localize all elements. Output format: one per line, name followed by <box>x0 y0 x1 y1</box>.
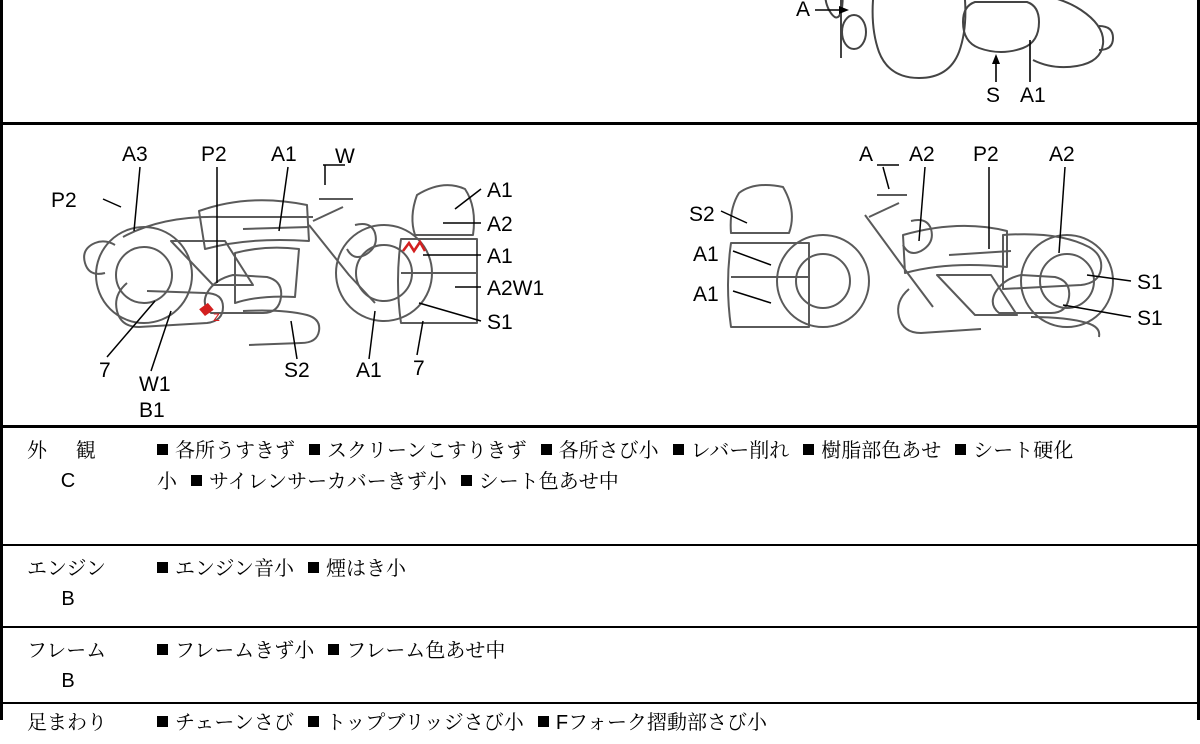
label-A3: A3 <box>122 143 148 166</box>
list-item <box>308 554 406 585</box>
row-label-engine <box>3 546 133 626</box>
list-item <box>309 436 527 467</box>
row-grade: B <box>61 670 75 692</box>
table-row-appearance <box>3 428 1197 546</box>
label-A2-right-1: A2 <box>909 143 935 166</box>
left-leader-lines <box>103 165 481 371</box>
row-items-suspension <box>133 704 1197 744</box>
bullet-square-icon <box>191 475 202 486</box>
list-item <box>157 636 314 667</box>
bullet-square-icon <box>157 444 168 455</box>
right-labels <box>689 143 1163 330</box>
list-item <box>157 436 295 467</box>
left-damage-marks <box>175 242 425 425</box>
condition-table <box>3 428 1197 744</box>
row-label-text: フレーム <box>27 640 107 662</box>
item-text: トップブリッジさび小 <box>326 712 524 734</box>
label-S1-right-a: S1 <box>1137 271 1163 294</box>
label-B1: B1 <box>139 399 165 422</box>
label-7-right: 7 <box>413 357 425 380</box>
label-W1: W1 <box>139 373 171 396</box>
right-motorcycle-drawing <box>728 185 1113 337</box>
list-item <box>461 467 619 498</box>
list-item <box>191 467 447 498</box>
label-A2-right-2: A2 <box>1049 143 1075 166</box>
item-text: 各所さび小 <box>558 440 659 462</box>
bullet-square-icon <box>309 444 320 455</box>
row-label-text: エンジン <box>27 558 106 580</box>
left-motorcycle-drawing <box>84 185 477 345</box>
row-label-text: 足まわり <box>27 712 107 734</box>
label-S2-right: S2 <box>689 203 715 226</box>
label-S1: S1 <box>487 311 513 334</box>
side-views-diagram-band <box>3 125 1197 428</box>
table-row-engine <box>3 546 1197 628</box>
items-line-1 <box>157 436 1187 467</box>
items-line-1 <box>157 708 1187 739</box>
label-A-right: A <box>859 143 874 166</box>
label-A1-right-a: A1 <box>693 243 719 266</box>
row-items-frame <box>133 628 1197 702</box>
top-view-diagram-band <box>3 0 1197 125</box>
item-text: レバー削れ <box>690 440 790 462</box>
label-S: S <box>986 84 1001 107</box>
list-item <box>157 554 294 585</box>
bullet-square-icon <box>328 644 339 655</box>
item-text: スクリーンこすりきず <box>327 440 527 462</box>
row-label-text: 外 観 <box>27 440 101 462</box>
table-row-suspension <box>3 704 1197 744</box>
item-text: エンジン音小 <box>175 558 294 580</box>
item-text: 樹脂部色あせ <box>821 440 942 462</box>
label-A1-bottom: A1 <box>356 359 382 382</box>
left-labels <box>51 143 544 422</box>
items-line-1 <box>157 554 1187 585</box>
item-text: フレームきず小 <box>175 640 315 662</box>
row-items-appearance <box>133 428 1197 544</box>
row-grade: C <box>60 470 76 492</box>
list-item <box>803 436 941 467</box>
item-text: Fフォーク摺動部さび小 <box>555 712 768 734</box>
items-line-1 <box>157 636 1187 667</box>
list-item <box>157 708 294 739</box>
list-item <box>328 636 505 667</box>
label-A2W1: A2W1 <box>487 277 545 300</box>
side-views-diagram <box>3 125 1197 425</box>
row-items-engine <box>133 546 1197 626</box>
label-P2-left: P2 <box>51 189 77 212</box>
bullet-square-icon <box>157 644 168 655</box>
bullet-square-icon <box>541 444 552 455</box>
item-text: サイレンサーカバーきず小 <box>209 471 447 493</box>
bullet-square-icon <box>308 716 319 727</box>
bullet-square-icon <box>538 716 549 727</box>
label-W: W <box>335 145 355 168</box>
row-label-frame <box>3 628 133 702</box>
svg-text:z: z <box>213 308 220 324</box>
label-7-left: 7 <box>99 359 111 382</box>
item-text: 煙はき小 <box>326 558 406 580</box>
label-A1-right-b: A1 <box>693 283 719 306</box>
label-A1: A1 <box>1020 84 1046 107</box>
bullet-square-icon <box>157 716 168 727</box>
label-P2-right: P2 <box>973 143 999 166</box>
label-A1-top: A1 <box>271 143 297 166</box>
list-item <box>538 708 767 739</box>
bullet-square-icon <box>673 444 684 455</box>
line2-prefix: 小 <box>157 471 177 493</box>
bullet-square-icon <box>157 562 168 573</box>
list-item <box>541 436 659 467</box>
item-text: フレーム色あせ中 <box>346 640 506 662</box>
label-A1-right-2: A1 <box>487 245 513 268</box>
row-grade: B <box>61 588 75 610</box>
bullet-square-icon <box>308 562 319 573</box>
label-P2-top: P2 <box>201 143 227 166</box>
label-A1-right-1: A1 <box>487 179 513 202</box>
label-S1-right-b: S1 <box>1137 307 1163 330</box>
item-text: チェーンさび <box>175 712 294 734</box>
bullet-square-icon <box>803 444 814 455</box>
label-A: A <box>796 0 811 21</box>
bullet-square-icon <box>461 475 472 486</box>
label-A2-right-1: A2 <box>487 213 513 236</box>
bullet-square-icon <box>955 444 966 455</box>
list-item <box>955 436 1073 467</box>
item-text: シート硬化 <box>973 440 1074 462</box>
list-item <box>308 708 524 739</box>
table-row-frame <box>3 628 1197 704</box>
item-text: 各所うすきず <box>175 440 295 462</box>
item-text: シート色あせ中 <box>478 471 619 493</box>
label-S2: S2 <box>284 359 310 382</box>
list-item <box>673 436 790 467</box>
row-label-suspension <box>3 704 133 744</box>
items-line-2 <box>157 467 1187 498</box>
top-view-diagram <box>3 0 1197 122</box>
row-label-appearance <box>3 428 133 544</box>
